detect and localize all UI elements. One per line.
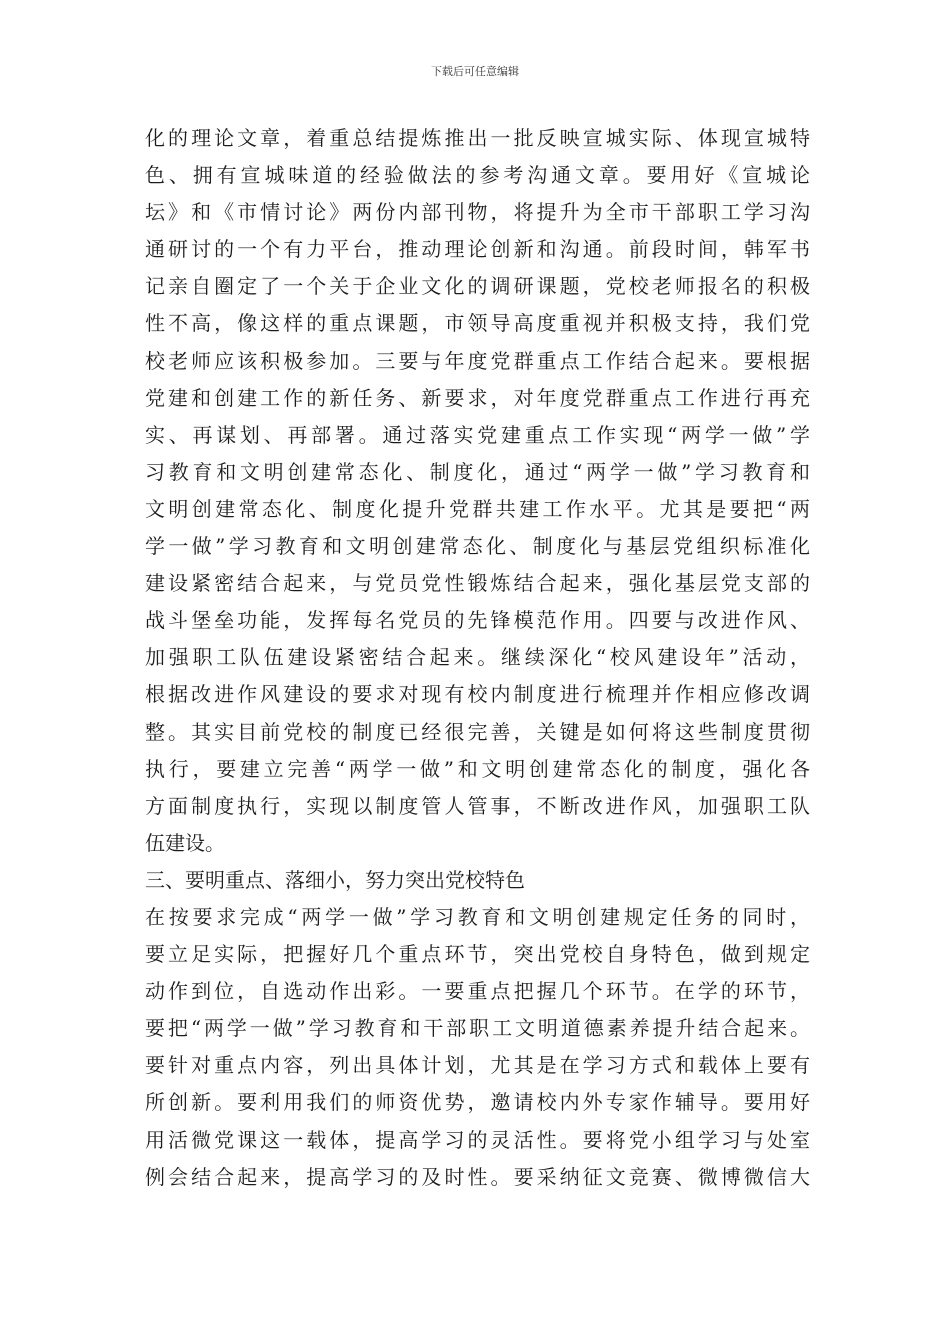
text-line: 执行，要建立完善“两学一做”和文明创建常态化的制度，强化各: [145, 756, 810, 781]
document-body: [145, 120, 810, 1196]
text-line: 所创新。要利用我们的师资优势，邀请校内外专家作辅导。要用好: [145, 1090, 810, 1115]
text-line: 化的理论文章，着重总结提炼推出一批反映宣城实际、体现宣城特: [145, 126, 810, 150]
text-line: 要立足实际，把握好几个重点环节，突出党校自身特色，做到规定: [145, 942, 810, 967]
text-line: 习教育和文明创建常态化、制度化，通过“两学一做”学习教育和: [145, 459, 810, 484]
text-line: 坛》和《市情讨论》两份内部刊物，将提升为全市干部职工学习沟: [145, 200, 810, 225]
text-line: 建设紧密结合起来，与党员党性锻炼结合起来，强化基层党支部的: [145, 571, 810, 596]
text-line: 动作到位，自选动作出彩。一要重点把握几个环节。在学的环节，: [145, 979, 810, 1004]
text-line: 整。其实目前党校的制度已经很完善，关键是如何将这些制度贯彻: [145, 719, 810, 744]
text-line: 学一做”学习教育和文明创建常态化、制度化与基层党组织标准化: [145, 534, 810, 559]
text-line: 例会结合起来，提高学习的及时性。要采纳征文竞赛、微博微信大: [145, 1164, 810, 1189]
text-line: 战斗堡垒功能，发挥每名党员的先锋模范作用。四要与改进作风、: [145, 608, 810, 633]
text-line: 方面制度执行，实现以制度管人管事，不断改进作风，加强职工队: [145, 793, 810, 818]
page-header: 下载后可任意编辑: [431, 65, 519, 78]
text-line: 三、要明重点、落细小，努力突出党校特色: [145, 867, 525, 892]
text-line: 伍建设。: [145, 830, 225, 855]
text-line: 在按要求完成“两学一做”学习教育和文明创建规定任务的同时，: [145, 904, 810, 929]
text-line: 实、再谋划、再部署。通过落实党建重点工作实现“两学一做”学: [145, 422, 810, 447]
text-line: 记亲自圈定了一个关于企业文化的调研课题，党校老师报名的积极: [145, 274, 810, 299]
text-line: 校老师应该积极参加。三要与年度党群重点工作结合起来。要根据: [145, 348, 810, 373]
text-line: 用活微党课这一载体，提高学习的灵活性。要将党小组学习与处室: [145, 1127, 810, 1152]
text-line: 要针对重点内容，列出具体计划，尤其是在学习方式和载体上要有: [145, 1053, 810, 1078]
text-line: 色、拥有宣城味道的经验做法的参考沟通文章。要用好《宣城论: [145, 163, 810, 188]
text-line: 党建和创建工作的新任务、新要求，对年度党群重点工作进行再充: [145, 385, 810, 410]
text-line: 性不高，像这样的重点课题，市领导高度重视并积极支持，我们党: [145, 311, 810, 336]
text-line: 根据改进作风建设的要求对现有校内制度进行梳理并作相应修改调: [145, 682, 810, 707]
text-line: 通研讨的一个有力平台，推动理论创新和沟通。前段时间，韩军书: [145, 237, 810, 262]
text-line: 要把“两学一做”学习教育和干部职工文明道德素养提升结合起来。: [145, 1016, 810, 1041]
text-line: 文明创建常态化、制度化提升党群共建工作水平。尤其是要把“两: [145, 496, 810, 521]
text-line: 加强职工队伍建设紧密结合起来。继续深化“校风建设年”活动，: [145, 645, 810, 670]
